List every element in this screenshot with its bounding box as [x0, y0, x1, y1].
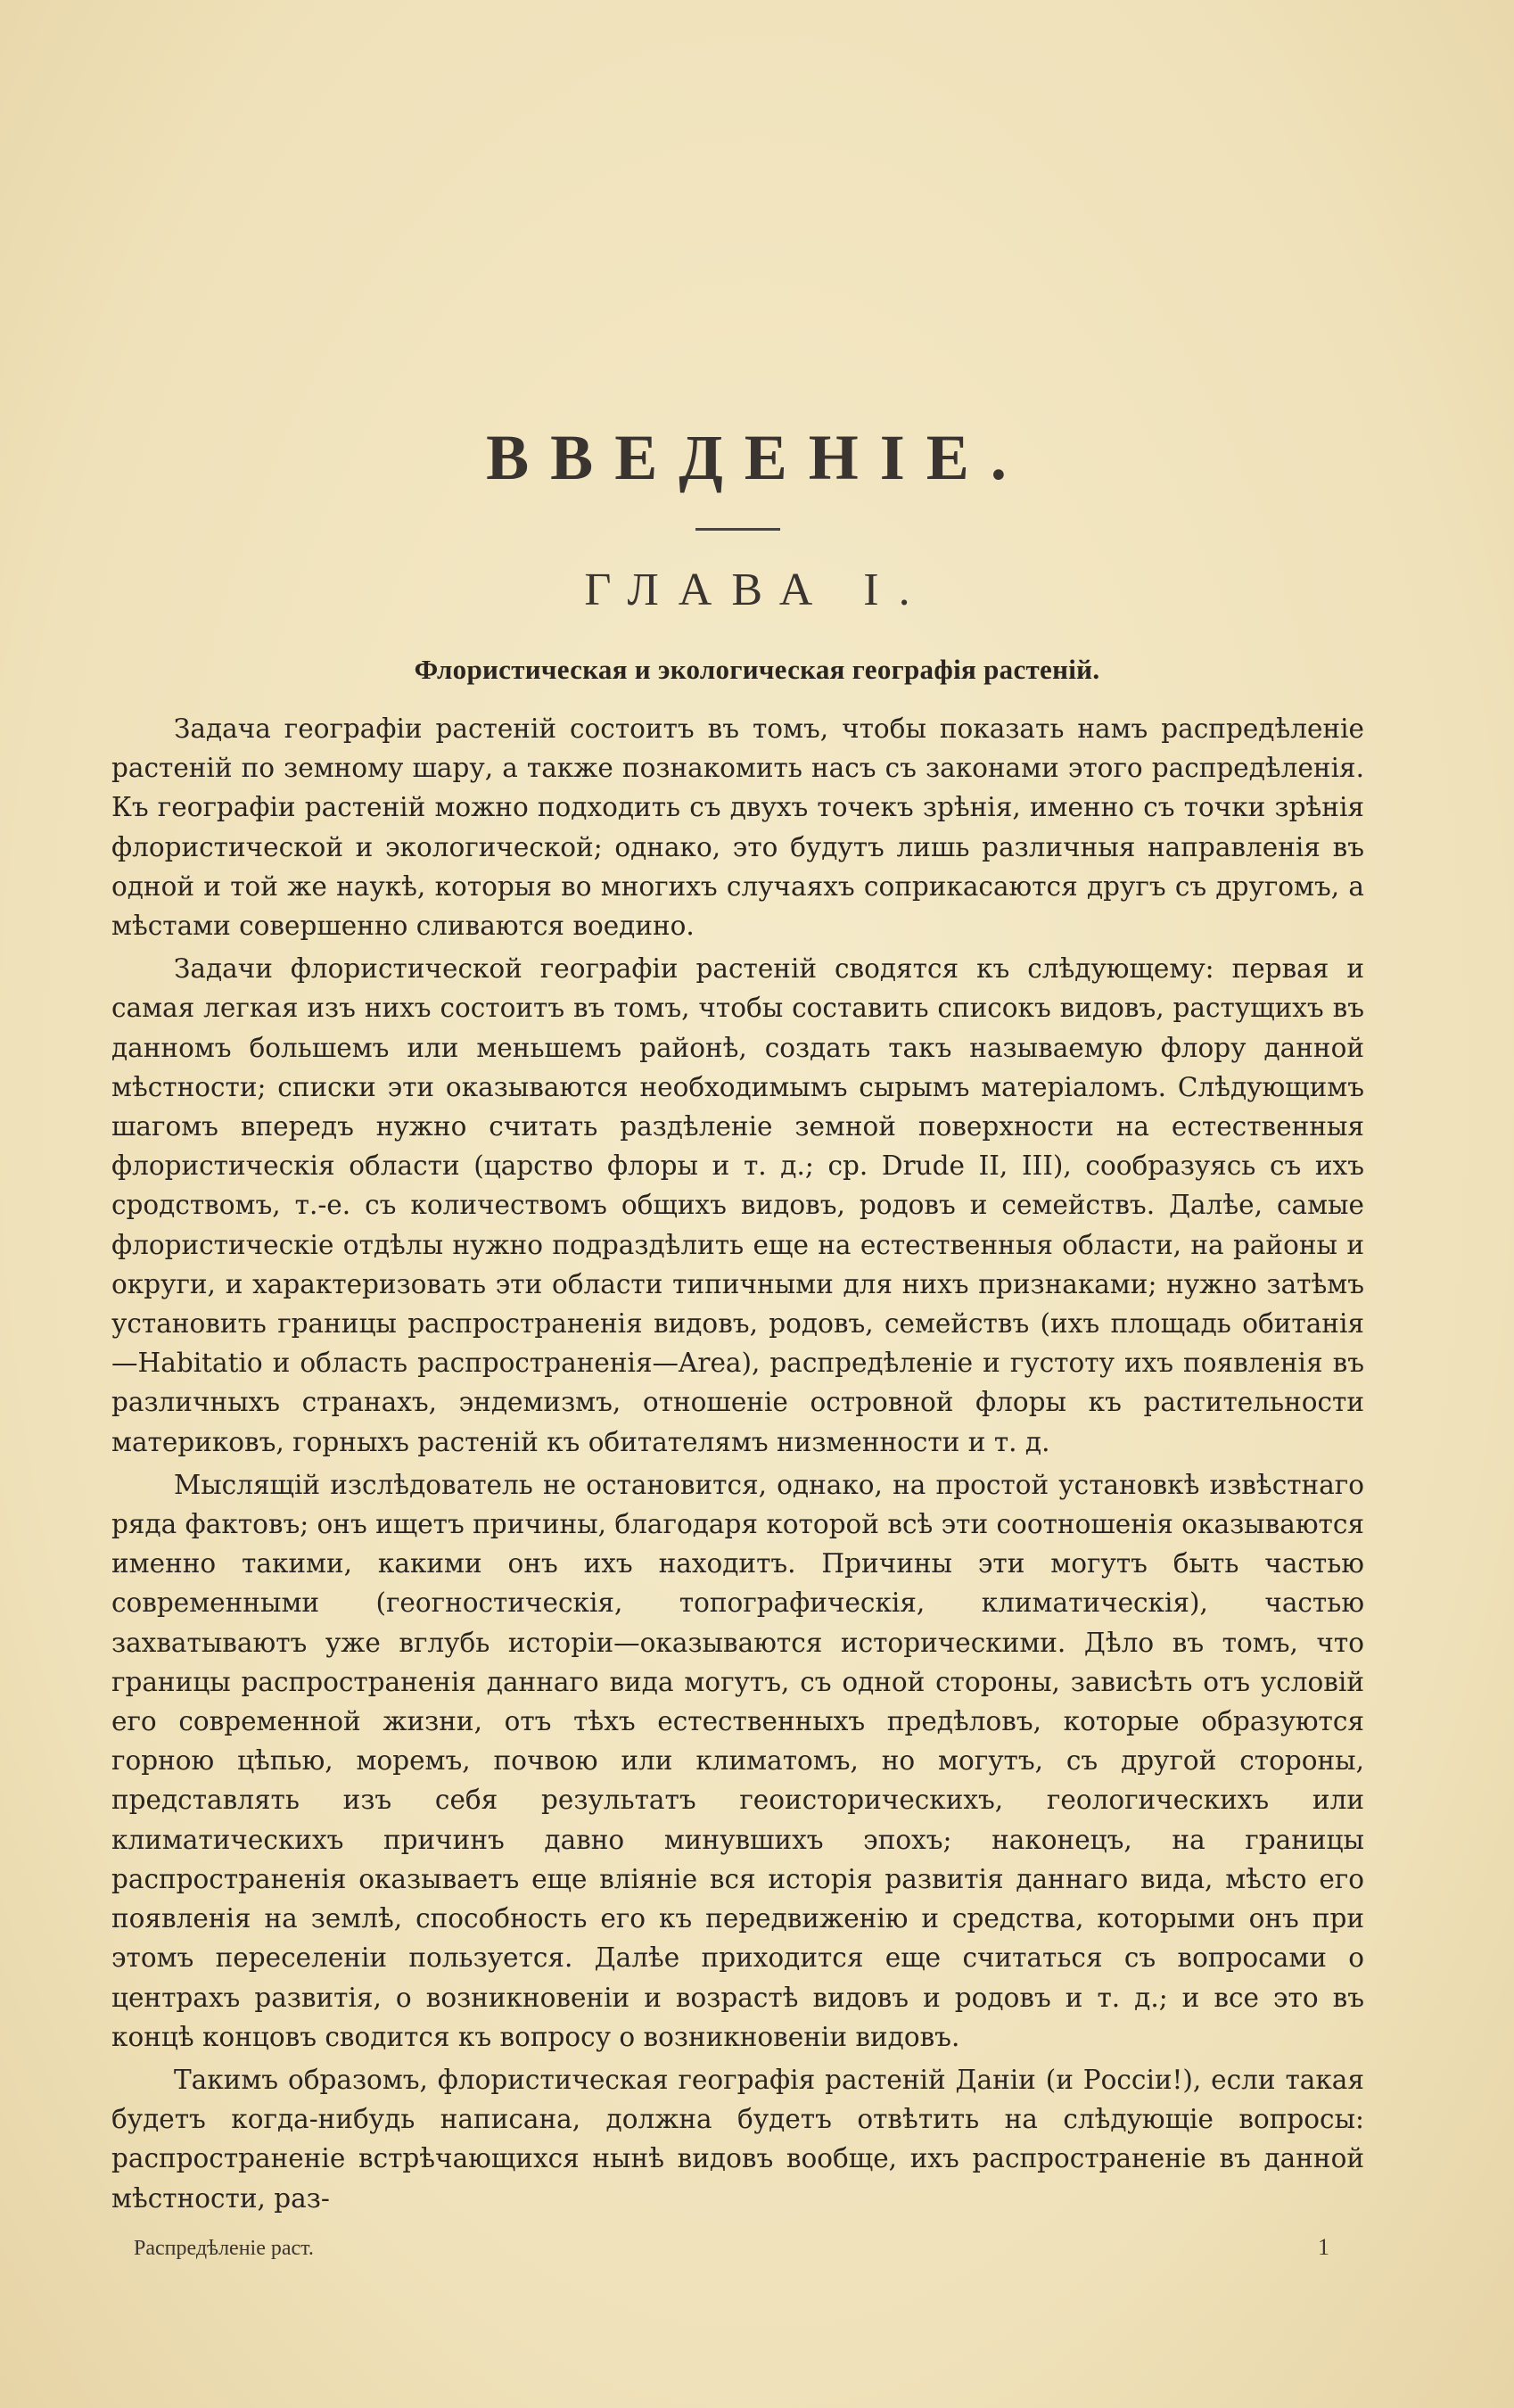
chapter-subtitle: Флористическая и экологическая географія растеній. — [414, 654, 1100, 685]
title-divider — [695, 528, 780, 531]
page-number: 1 — [1318, 2234, 1329, 2260]
body-text — [111, 709, 1364, 2222]
chapter-heading: ГЛАВА I. — [584, 565, 930, 615]
show-through-text — [642, 85, 1444, 584]
paragraph-4: Такимъ образомъ, флористическая географія растеній Даніи (и Россіи!), если такая будетъ когда-нибудь написана, должна будетъ отвѣтить на слѣдующіе вопросы: распространеніе встрѣчающихся нынѣ видовъ вообще, ихъ распространеніе въ данной мѣстности, раз- — [111, 2064, 1364, 2214]
paragraph-3: Мыслящій изслѣдователь не остановится, однако, на простой установкѣ извѣстнаго ряда фактовъ; онъ ищетъ причины, благодаря которой всѣ эти соотношенія оказываются именно такими, какими онъ ихъ находитъ. Причины эти могутъ быть частью современными (геогностическія, топографическія, климатическія), частью захватываютъ уже вглубь исторіи—оказываются историческими. Дѣло въ томъ, что границы распространенія даннаго вида могутъ, съ одной стороны, зависѣть отъ условій его современной жизни, отъ тѣхъ естественныхъ предѣловъ, которые образуются горною цѣпью, моремъ, почвою или климатомъ, но могутъ, съ другой стороны, представлять изъ себя результатъ геоисторическихъ, геологическихъ или климатическихъ причинъ давно минувшихъ эпохъ; наконецъ, на границы распространенія оказываетъ еще вліяніе вся исторія развитія даннаго вида, мѣсто его появленія на землѣ, способность его къ передвиженію и средства, которыми онъ при этомъ переселеніи пользуется. Далѣе приходится еще считаться съ вопросами о центрахъ развитія, о возникновеніи и возрастѣ видовъ и родовъ и т. д.; и все это въ концѣ концовъ сводится къ вопросу о возникновеніи видовъ. — [111, 1469, 1364, 2052]
section-title: ВВЕДЕНІЕ. — [486, 422, 1028, 493]
footer-signature: Распредѣленіе раст. — [134, 2237, 314, 2260]
paragraph-2: Задачи флористической географіи растеній сводятся къ слѣдующему: первая и самая легкая изъ нихъ состоитъ въ томъ, чтобы составить списокъ видовъ, растущихъ въ данномъ большемъ или меньшемъ районѣ, создать такъ называемую флору данной мѣстности; списки эти оказываются необходимымъ сырымъ матеріаломъ. Слѣдующимъ шагомъ впередъ нужно считать раздѣленіе земной поверхности на естественныя флористическія области (царство флоры и т. д.; ср. Drude II, III), сообразуясь съ ихъ сродствомъ, т.-е. съ количествомъ общихъ видовъ, родовъ и семействъ. Далѣе, самые флористическіе отдѣлы нужно подраздѣлить еще на естественныя области, на районы и округи, и характеризовать эти области типичными для нихъ признаками; нужно затѣмъ установить границы распространенія видовъ, родовъ, семействъ (ихъ площадь обитанія—Habitatio и область распространенія—Area), распредѣленіе и густоту ихъ появленія въ различныхъ странахъ, эндемизмъ, отношеніе островной флоры къ растительности материковъ, горныхъ растеній къ обитателямъ низменности и т. д. — [111, 953, 1364, 1457]
paragraph-1: Задача географіи растеній состоитъ въ томъ, чтобы показать намъ распредѣленіе растеній по земному шару, а также познакомить насъ съ законами этого распредѣленія. Къ географіи растеній можно подходить съ двухъ точекъ зрѣнія, именно съ точки зрѣнія флористической и экологической; однако, это будутъ лишь различныя направленія въ одной и той же наукѣ, которыя во многихъ случаяхъ соприкасаются другъ съ другомъ, а мѣстами совершенно сливаются воедино. — [111, 713, 1364, 942]
